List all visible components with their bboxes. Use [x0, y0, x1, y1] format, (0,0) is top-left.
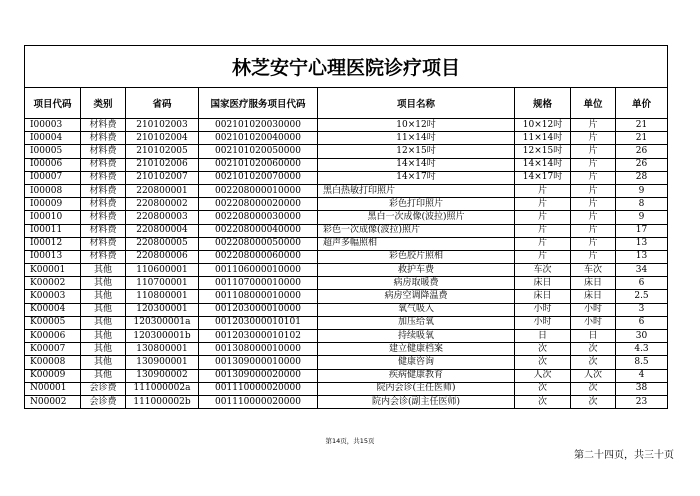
unit: 片 — [571, 119, 616, 132]
fee-table — [24, 45, 668, 409]
spec: 床日 — [515, 290, 571, 303]
unit: 片 — [571, 198, 616, 211]
price: 26 — [616, 145, 668, 158]
price: 2.5 — [616, 290, 668, 303]
province-code: 220800005 — [126, 237, 199, 250]
document-title: 林芝安宁心理医院诊疗项目 — [25, 46, 668, 88]
province-code: 220800004 — [126, 224, 199, 237]
price: 26 — [616, 158, 668, 171]
item-code: K00007 — [25, 343, 81, 356]
national-code: 002101020060000 — [199, 158, 318, 171]
province-code: 210102006 — [126, 158, 199, 171]
province-code: 210102007 — [126, 171, 199, 184]
spec: 14×17吋 — [515, 171, 571, 184]
unit: 片 — [571, 158, 616, 171]
price: 6 — [616, 316, 668, 329]
spec: 次 — [515, 382, 571, 395]
price: 4 — [616, 369, 668, 382]
table-row — [25, 211, 668, 224]
price: 38 — [616, 382, 668, 395]
unit: 床日 — [571, 290, 616, 303]
fee-schedule — [24, 45, 667, 409]
price: 21 — [616, 119, 668, 132]
spec: 片 — [515, 224, 571, 237]
province-code: 111000002a — [126, 382, 199, 395]
province-code: 210102003 — [126, 119, 199, 132]
table-row — [25, 290, 668, 303]
item-name: 院内会诊(副主任医师) — [318, 395, 515, 408]
national-code: 001308000010000 — [199, 343, 318, 356]
category: 会诊费 — [81, 382, 126, 395]
national-code: 002101020070000 — [199, 171, 318, 184]
national-code: 002208000020000 — [199, 198, 318, 211]
province-code: 220800006 — [126, 250, 199, 263]
spec: 次 — [515, 343, 571, 356]
item-code: I00003 — [25, 119, 81, 132]
category: 材料费 — [81, 171, 126, 184]
table-row — [25, 224, 668, 237]
table-row — [25, 171, 668, 184]
item-code: K00009 — [25, 369, 81, 382]
category: 其他 — [81, 356, 126, 369]
table-row — [25, 369, 668, 382]
table-row — [25, 343, 668, 356]
item-code: K00004 — [25, 303, 81, 316]
province-code: 110800001 — [126, 290, 199, 303]
spec: 床日 — [515, 277, 571, 290]
item-code: I00006 — [25, 158, 81, 171]
item-code: I00009 — [25, 198, 81, 211]
item-name: 疾病健康教育 — [318, 369, 515, 382]
category: 材料费 — [81, 158, 126, 171]
spec: 次 — [515, 356, 571, 369]
header-code: 项目代码 — [25, 88, 81, 119]
national-code: 001107000010000 — [199, 277, 318, 290]
header-unit: 单位 — [571, 88, 616, 119]
unit: 小时 — [571, 316, 616, 329]
item-name: 黑白热敏打印照片 — [318, 184, 515, 197]
price: 13 — [616, 237, 668, 250]
item-name: 彩色一次成像(波拉)照片 — [318, 224, 515, 237]
national-code: 001106000010000 — [199, 264, 318, 277]
province-code: 220800003 — [126, 211, 199, 224]
category: 材料费 — [81, 132, 126, 145]
item-name: 黑白一次成像(波拉)照片 — [318, 211, 515, 224]
header-national-code: 国家医疗服务项目代码 — [199, 88, 318, 119]
header-province-code: 省码 — [126, 88, 199, 119]
table-row — [25, 158, 668, 171]
spec: 车次 — [515, 264, 571, 277]
price: 8 — [616, 198, 668, 211]
header-category: 类别 — [81, 88, 126, 119]
table-row — [25, 395, 668, 408]
item-name: 持续吸氧 — [318, 330, 515, 343]
province-code: 110600001 — [126, 264, 199, 277]
page-number-right: 第二十四页，共三十页 — [574, 450, 674, 461]
category: 材料费 — [81, 184, 126, 197]
unit: 床日 — [571, 277, 616, 290]
item-name: 彩色胶片照相 — [318, 250, 515, 263]
province-code: 120300001 — [126, 303, 199, 316]
unit: 次 — [571, 356, 616, 369]
province-code: 120300001a — [126, 316, 199, 329]
national-code: 001110000020000 — [199, 382, 318, 395]
price: 30 — [616, 330, 668, 343]
category: 材料费 — [81, 237, 126, 250]
unit: 片 — [571, 224, 616, 237]
item-code: I00011 — [25, 224, 81, 237]
category: 其他 — [81, 277, 126, 290]
item-name: 建立健康档案 — [318, 343, 515, 356]
price: 8.5 — [616, 356, 668, 369]
item-code: I00013 — [25, 250, 81, 263]
price: 9 — [616, 211, 668, 224]
item-code: K00005 — [25, 316, 81, 329]
spec: 小时 — [515, 316, 571, 329]
header-price: 单价 — [616, 88, 668, 119]
national-code: 002208000060000 — [199, 250, 318, 263]
spec: 小时 — [515, 303, 571, 316]
item-code: K00002 — [25, 277, 81, 290]
spec: 12×15吋 — [515, 145, 571, 158]
province-code: 210102005 — [126, 145, 199, 158]
unit: 片 — [571, 211, 616, 224]
price: 6 — [616, 277, 668, 290]
item-code: I00007 — [25, 171, 81, 184]
province-code: 130900001 — [126, 356, 199, 369]
item-code: K00008 — [25, 356, 81, 369]
unit: 片 — [571, 145, 616, 158]
table-row — [25, 132, 668, 145]
header-row — [25, 88, 668, 119]
item-name: 氧气吸入 — [318, 303, 515, 316]
item-name: 病房空调降温费 — [318, 290, 515, 303]
table-row — [25, 264, 668, 277]
item-name: 健康咨询 — [318, 356, 515, 369]
category: 材料费 — [81, 211, 126, 224]
price: 9 — [616, 184, 668, 197]
table-row — [25, 316, 668, 329]
price: 23 — [616, 395, 668, 408]
page-number-center: 第14页，共15页 — [325, 437, 375, 445]
category: 会诊费 — [81, 395, 126, 408]
category: 其他 — [81, 330, 126, 343]
item-name: 11×14吋 — [318, 132, 515, 145]
unit: 片 — [571, 184, 616, 197]
unit: 片 — [571, 171, 616, 184]
spec: 片 — [515, 184, 571, 197]
item-name: 院内会诊(主任医师) — [318, 382, 515, 395]
national-code: 002208000040000 — [199, 224, 318, 237]
national-code: 001203000010102 — [199, 330, 318, 343]
unit: 小时 — [571, 303, 616, 316]
category: 其他 — [81, 290, 126, 303]
category: 材料费 — [81, 250, 126, 263]
price: 4.3 — [616, 343, 668, 356]
unit: 车次 — [571, 264, 616, 277]
table-row — [25, 184, 668, 197]
item-code: I00012 — [25, 237, 81, 250]
spec: 10×12吋 — [515, 119, 571, 132]
item-code: I00008 — [25, 184, 81, 197]
national-code: 001309000010000 — [199, 356, 318, 369]
spec: 片 — [515, 237, 571, 250]
price: 21 — [616, 132, 668, 145]
spec: 片 — [515, 198, 571, 211]
spec: 日 — [515, 330, 571, 343]
item-name: 14×14吋 — [318, 158, 515, 171]
spec: 人次 — [515, 369, 571, 382]
unit: 次 — [571, 343, 616, 356]
unit: 次 — [571, 382, 616, 395]
item-code: K00001 — [25, 264, 81, 277]
national-code: 002101020030000 — [199, 119, 318, 132]
national-code: 001110000020000 — [199, 395, 318, 408]
national-code: 001203000010101 — [199, 316, 318, 329]
item-code: K00003 — [25, 290, 81, 303]
category: 其他 — [81, 303, 126, 316]
item-code: K00006 — [25, 330, 81, 343]
item-name: 10×12吋 — [318, 119, 515, 132]
unit: 人次 — [571, 369, 616, 382]
category: 其他 — [81, 264, 126, 277]
national-code: 001309000020000 — [199, 369, 318, 382]
category: 材料费 — [81, 119, 126, 132]
national-code: 002101020050000 — [199, 145, 318, 158]
table-row — [25, 237, 668, 250]
spec: 14×14吋 — [515, 158, 571, 171]
category: 其他 — [81, 369, 126, 382]
item-name: 超声多幅照相 — [318, 237, 515, 250]
item-name: 救护车费 — [318, 264, 515, 277]
category: 其他 — [81, 316, 126, 329]
province-code: 220800001 — [126, 184, 199, 197]
province-code: 220800002 — [126, 198, 199, 211]
province-code: 111000002b — [126, 395, 199, 408]
item-name: 彩色打印照片 — [318, 198, 515, 211]
table-row — [25, 356, 668, 369]
spec: 11×14吋 — [515, 132, 571, 145]
price: 13 — [616, 250, 668, 263]
price: 34 — [616, 264, 668, 277]
province-code: 130900002 — [126, 369, 199, 382]
category: 材料费 — [81, 145, 126, 158]
category: 材料费 — [81, 224, 126, 237]
unit: 日 — [571, 330, 616, 343]
item-code: I00005 — [25, 145, 81, 158]
category: 材料费 — [81, 198, 126, 211]
item-code: N00001 — [25, 382, 81, 395]
spec: 片 — [515, 250, 571, 263]
unit: 片 — [571, 237, 616, 250]
header-spec: 规格 — [515, 88, 571, 119]
national-code: 002208000050000 — [199, 237, 318, 250]
unit: 片 — [571, 132, 616, 145]
table-row — [25, 277, 668, 290]
table-row — [25, 303, 668, 316]
price: 28 — [616, 171, 668, 184]
price: 3 — [616, 303, 668, 316]
province-code: 110700001 — [126, 277, 199, 290]
province-code: 210102004 — [126, 132, 199, 145]
national-code: 001108000010000 — [199, 290, 318, 303]
spec: 次 — [515, 395, 571, 408]
item-name: 病房取暖费 — [318, 277, 515, 290]
unit: 次 — [571, 395, 616, 408]
table-row — [25, 198, 668, 211]
item-code: I00004 — [25, 132, 81, 145]
table-row — [25, 382, 668, 395]
header-item-name: 项目名称 — [318, 88, 515, 119]
table-row — [25, 250, 668, 263]
item-code: N00002 — [25, 395, 81, 408]
item-code: I00010 — [25, 211, 81, 224]
national-code: 002208000030000 — [199, 211, 318, 224]
item-name: 加压给氧 — [318, 316, 515, 329]
category: 其他 — [81, 343, 126, 356]
national-code: 002101020040000 — [199, 132, 318, 145]
item-name: 14×17吋 — [318, 171, 515, 184]
spec: 片 — [515, 211, 571, 224]
item-name: 12×15吋 — [318, 145, 515, 158]
table-row — [25, 119, 668, 132]
unit: 片 — [571, 250, 616, 263]
national-code: 001203000010000 — [199, 303, 318, 316]
table-row — [25, 145, 668, 158]
province-code: 120300001b — [126, 330, 199, 343]
province-code: 130800001 — [126, 343, 199, 356]
national-code: 002208000010000 — [199, 184, 318, 197]
table-row — [25, 330, 668, 343]
price: 17 — [616, 224, 668, 237]
